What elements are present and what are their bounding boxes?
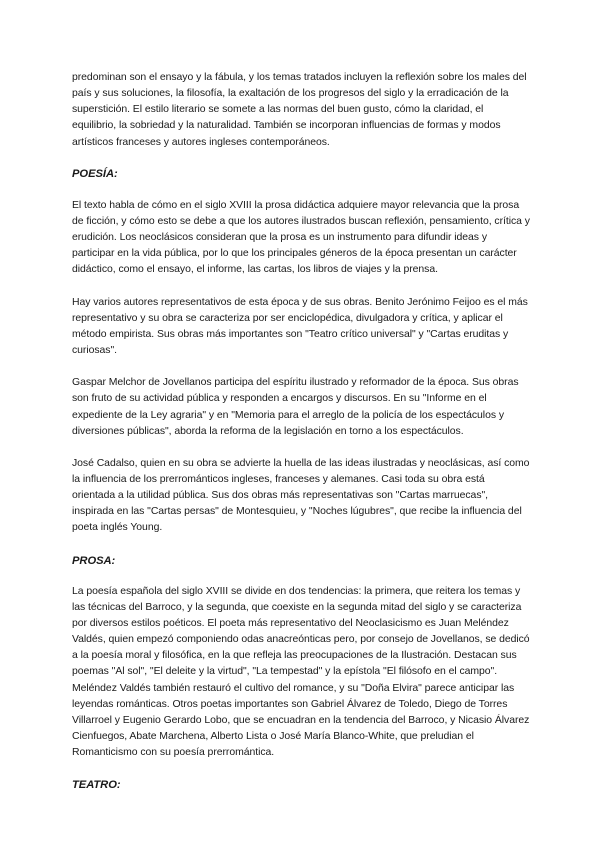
poesia-paragraph-2: Hay varios autores representativos de esta época y de sus obras. Benito Jerónimo Feijoo es el más representativo y su obra se caracteriza por ser enciclopédica, divulgadora y crítica, y aplicar el método empirista. Sus obras más importantes son "Teatro crítico universal" y "Cartas eruditas y curiosas". bbox=[72, 296, 528, 357]
section-heading-teatro: TEATRO: bbox=[72, 779, 121, 792]
document-page bbox=[72, 70, 530, 808]
section-heading-prosa: PROSA: bbox=[72, 554, 116, 567]
intro-paragraph: predominan son el ensayo y la fábula, y los temas tratados incluyen la reflexión sobre los males del país y sus soluciones, la filosofía, la exaltación de los progresos del siglo y la erradicación de la superstición. El estilo literario se somete a las normas del buen gusto, cómo la claridad, el equilibrio, la sobriedad y la naturalidad. También se incorporan influencias de formas y modos artísticos franceses y autores ingleses contemporáneos. bbox=[72, 72, 527, 148]
section-heading-poesia: POESÍA: bbox=[72, 167, 118, 180]
poesia-paragraph-4: José Cadalso, quien en su obra se advierte la huella de las ideas ilustradas y neoclásicas, así como la influencia de los prerrománticos ingleses, franceses y alemanes. Casi toda su obra está orientada a la utilidad pública. Sus dos obras más representativas son "Cartas marruecas", inspirada en las "Cartas persas" de Montesquieu, y "Noches lúgubres", que recibe la influencia del poeta inglés Young. bbox=[72, 457, 530, 534]
poesia-paragraph-3: Gaspar Melchor de Jovellanos participa del espíritu ilustrado y reformador de la época. Sus obras son fruto de su actividad pública y responden a encargos y discursos. En su "Informe en el expediente de la Ley agraria" y en "Memoria para el arreglo de la policía de los espectáculos y diversiones públicas", aborda la reforma de la legislación en torno a los espectáculos. bbox=[72, 377, 519, 437]
prosa-paragraph-1: La poesía española del siglo XVIII se divide en dos tendencias: la primera, que reitera los temas y las técnicas del Barroco, y la segunda, que coexiste en la segunda mitad del siglo y se caracteriza por diversos estilos poéticos. El poeta más representativo del Neoclasicismo es Juan Meléndez Valdés, quien empezó componiendo odas anacreónticas pero, por consejo de Jovellanos, se dedicó a la poesía moral y filosófica, en la que refleja las preocupaciones de la Ilustración. Destacan sus poemas "Al sol", "El deleite y la virtud", "La tempestad" y la epístola "El filósofo en el campo". Meléndez Valdés también restauró el cultivo del romance, y su "Doña Elvira" parece anticipar las leyendas románticas. Otros poetas importantes son Gabriel Álvarez de Toledo, Diego de Torres Villarroel y Eugenio Gerardo Lobo, que se encuadran en la tendencia del Barroco, y Nicasio Álvarez Cienfuegos, Abate Marchena, Alberto Lista o José María Blanco-White, que preludian el Romanticismo con su poesía prerromántica. bbox=[72, 585, 530, 759]
poesia-paragraph-1: El texto habla de cómo en el siglo XVIII la prosa didáctica adquiere mayor relevancia que la prosa de ficción, y cómo esto se debe a que los autores ilustrados buscan reflexión, pensamiento, crítica y erudición. Los neoclásicos consideran que la prosa es un instrumento para difundir ideas y participar en la vida pública, por lo que los principales géneros de la época presentan un carácter didáctico, como el ensayo, el informe, las cartas, los libros de viajes y la prensa. bbox=[72, 199, 530, 276]
